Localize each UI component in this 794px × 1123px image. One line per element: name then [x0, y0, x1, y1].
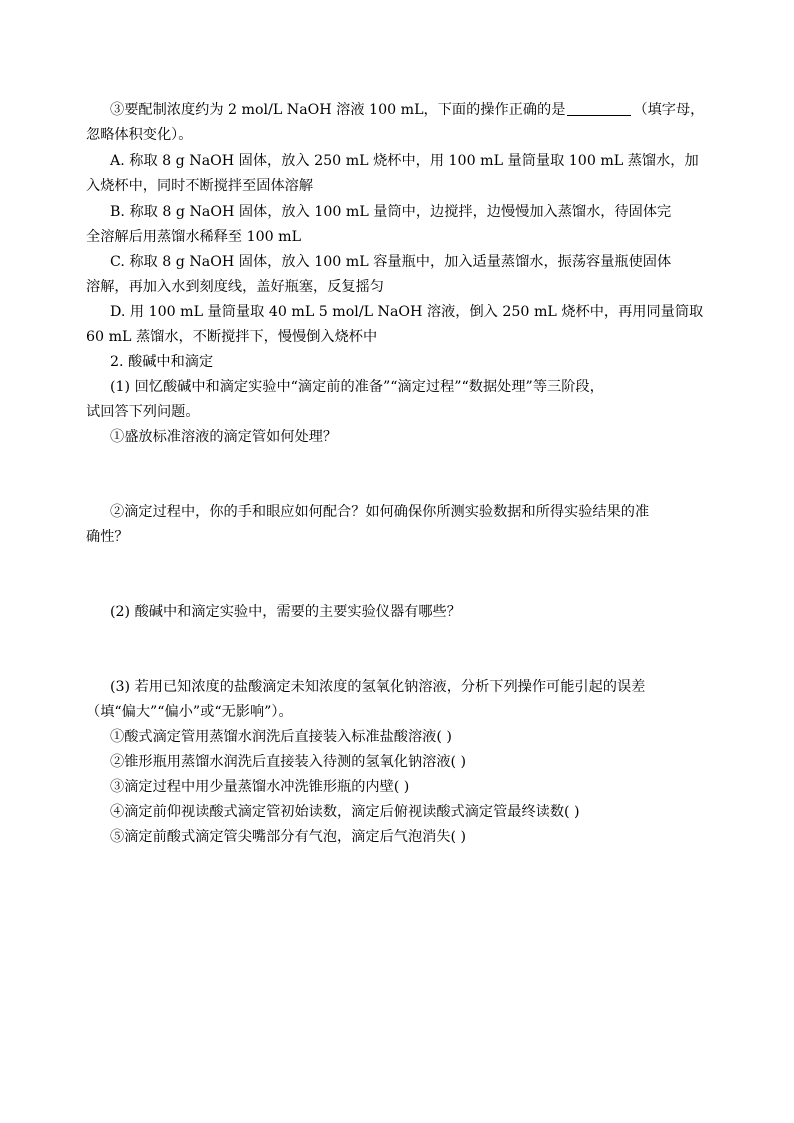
section-heading: 2. 酸碱中和滴定 — [110, 354, 214, 370]
text-line: 全溶解后用蒸馏水稀释至 100 mL — [86, 229, 302, 245]
text-line: 确性？ — [86, 529, 129, 545]
error-item: ⑤滴定前酸式滴定管尖嘴部分有气泡，滴定后气泡消失( ) — [110, 829, 467, 845]
option-a: A. 称取 8 g NaOH 固体，放入 250 mL 烧杯中，用 100 mL 量筒量取 100 mL 蒸馏水，加 — [110, 153, 699, 169]
error-item: ①酸式滴定管用蒸馏水润洗后直接装入标准盐酸溶液( ) — [110, 729, 452, 745]
error-item: ④滴定前仰视读酸式滴定管初始读数，滴定后俯视读酸式滴定管最终读数( ) — [110, 804, 580, 820]
sub-question: ②滴定过程中，你的手和眼应如何配合？如何确保你所测实验数据和所得实验结果的准 — [110, 504, 650, 520]
text-line: 忽略体积变化）。 — [86, 127, 193, 143]
text-line: （填“偏大”“偏小”或“无影响”）。 — [86, 704, 293, 720]
error-item: ②锥形瓶用蒸馏水润洗后直接装入待测的氢氧化钠溶液( ) — [110, 754, 467, 770]
question-1-stem: (1) 回忆酸碱中和滴定实验中“滴定前的准备”“滴定过程”“数据处理”等三阶段， — [110, 379, 604, 395]
text-line: 溶解，再加入水到刻度线，盖好瓶塞，反复摇匀 — [86, 279, 384, 295]
sub-question: ①盛放标准溶液的滴定管如何处理？ — [110, 429, 338, 445]
text-line: 入烧杯中，同时不断搅拌至固体溶解 — [86, 178, 314, 194]
error-item: ③滴定过程中用少量蒸馏水冲洗锥形瓶的内壁( ) — [110, 779, 410, 795]
question-3-stem: ③要配制浓度约为 2 mol/L NaOH 溶液 100 mL，下面的操作正确的是 （填字母， — [110, 102, 705, 118]
question-3b-stem: (3) 若用已知浓度的盐酸滴定未知浓度的氢氧化钠溶液，分析下列操作可能引起的误差 — [110, 679, 646, 695]
option-c: C. 称取 8 g NaOH 固体，放入 100 mL 容量瓶中，加入适量蒸馏水，振荡容量瓶使固体 — [110, 254, 672, 270]
option-b: B. 称取 8 g NaOH 固体，放入 100 mL 量筒中，边搅拌，边慢慢加入蒸馏水，待固体完 — [110, 204, 672, 220]
option-d: D. 用 100 mL 量筒量取 40 mL 5 mol/L NaOH 溶液，倒入 250 mL 烧杯中，再用同量筒取 — [110, 304, 704, 320]
text-line: 试回答下列问题。 — [86, 404, 200, 420]
question-2-stem: (2) 酸碱中和滴定实验中，需要的主要实验仪器有哪些？ — [110, 604, 461, 620]
answer-blank[interactable] — [567, 101, 631, 116]
text-line: 60 mL 蒸馏水，不断搅拌下，慢慢倒入烧杯中 — [86, 329, 378, 345]
